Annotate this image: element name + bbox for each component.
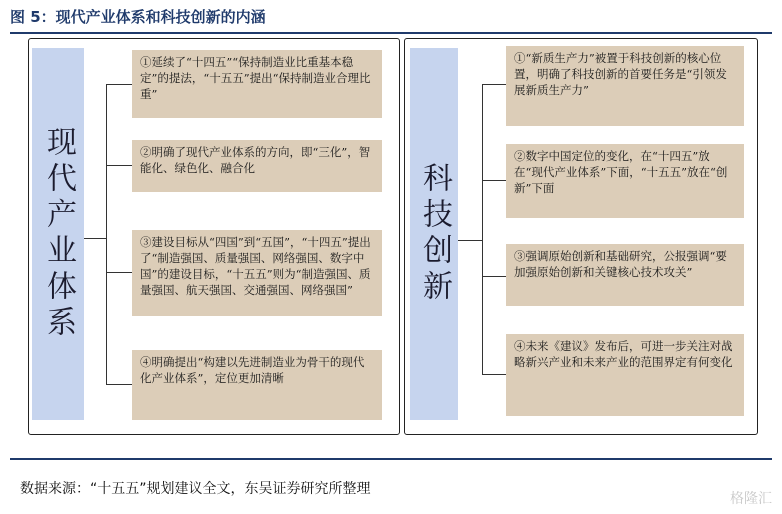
bottom-rule: [10, 458, 772, 460]
right-connector-2: [482, 180, 506, 181]
left-item-2: ②明确了现代产业体系的方向，即“三化”，智能化、绿色化、融合化: [132, 140, 382, 192]
left-connector-3: [106, 272, 132, 273]
right-connector-1: [482, 84, 506, 85]
left-connector-1: [106, 84, 132, 85]
right-connector-spine: [482, 84, 483, 374]
right-item-1: ①“新质生产力”被置于科技创新的核心位置，明确了科技创新的首要任务是“引领发展新质生产力”: [506, 46, 744, 126]
source-note: 数据来源：“十五五”规划建议全文，东吴证券研究所整理: [20, 481, 371, 497]
modern-industry-heading: 现代产业体系: [41, 126, 76, 342]
left-item-3: ③建设目标从“四国”到“五国”，“十四五”提出了“制造强国、质量强国、网络强国、数字中国”的建设目标，“十五五”则为“制造强国、质量强国、航天强国、交通强国、网络强国”: [132, 230, 382, 316]
top-rule: [10, 32, 772, 34]
left-connector-stem: [84, 238, 106, 239]
watermark: 格隆汇: [730, 491, 772, 507]
left-item-1: ①延续了“十四五”“保持制造业比重基本稳定”的提法，“十五五”提出“保持制造业合理比重”: [132, 50, 382, 118]
left-item-4: ④明确提出“构建以先进制造业为骨干的现代化产业体系”，定位更加清晰: [132, 350, 382, 420]
left-connector-spine: [106, 84, 107, 384]
figure-title: 图 5：现代产业体系和科技创新的内涵: [10, 8, 266, 26]
tech-innovation-heading: 科技创新: [417, 162, 452, 306]
right-connector-3: [482, 276, 506, 277]
left-connector-2: [106, 165, 132, 166]
right-item-4: ④未来《建议》发布后，可进一步关注对战略新兴产业和未来产业的范围界定有何变化: [506, 334, 744, 416]
tech-innovation-heading-panel: [410, 48, 458, 420]
modern-industry-heading-panel: [32, 48, 84, 420]
right-connector-stem: [458, 240, 482, 241]
right-item-3: ③强调原始创新和基础研究，公报强调“要加强原始创新和关键核心技术攻关”: [506, 244, 744, 306]
left-connector-4: [106, 384, 132, 385]
right-item-2: ②数字中国定位的变化，在“十四五”放在“现代产业体系”下面，“十五五”放在“创新”下面: [506, 144, 744, 218]
right-connector-4: [482, 374, 506, 375]
